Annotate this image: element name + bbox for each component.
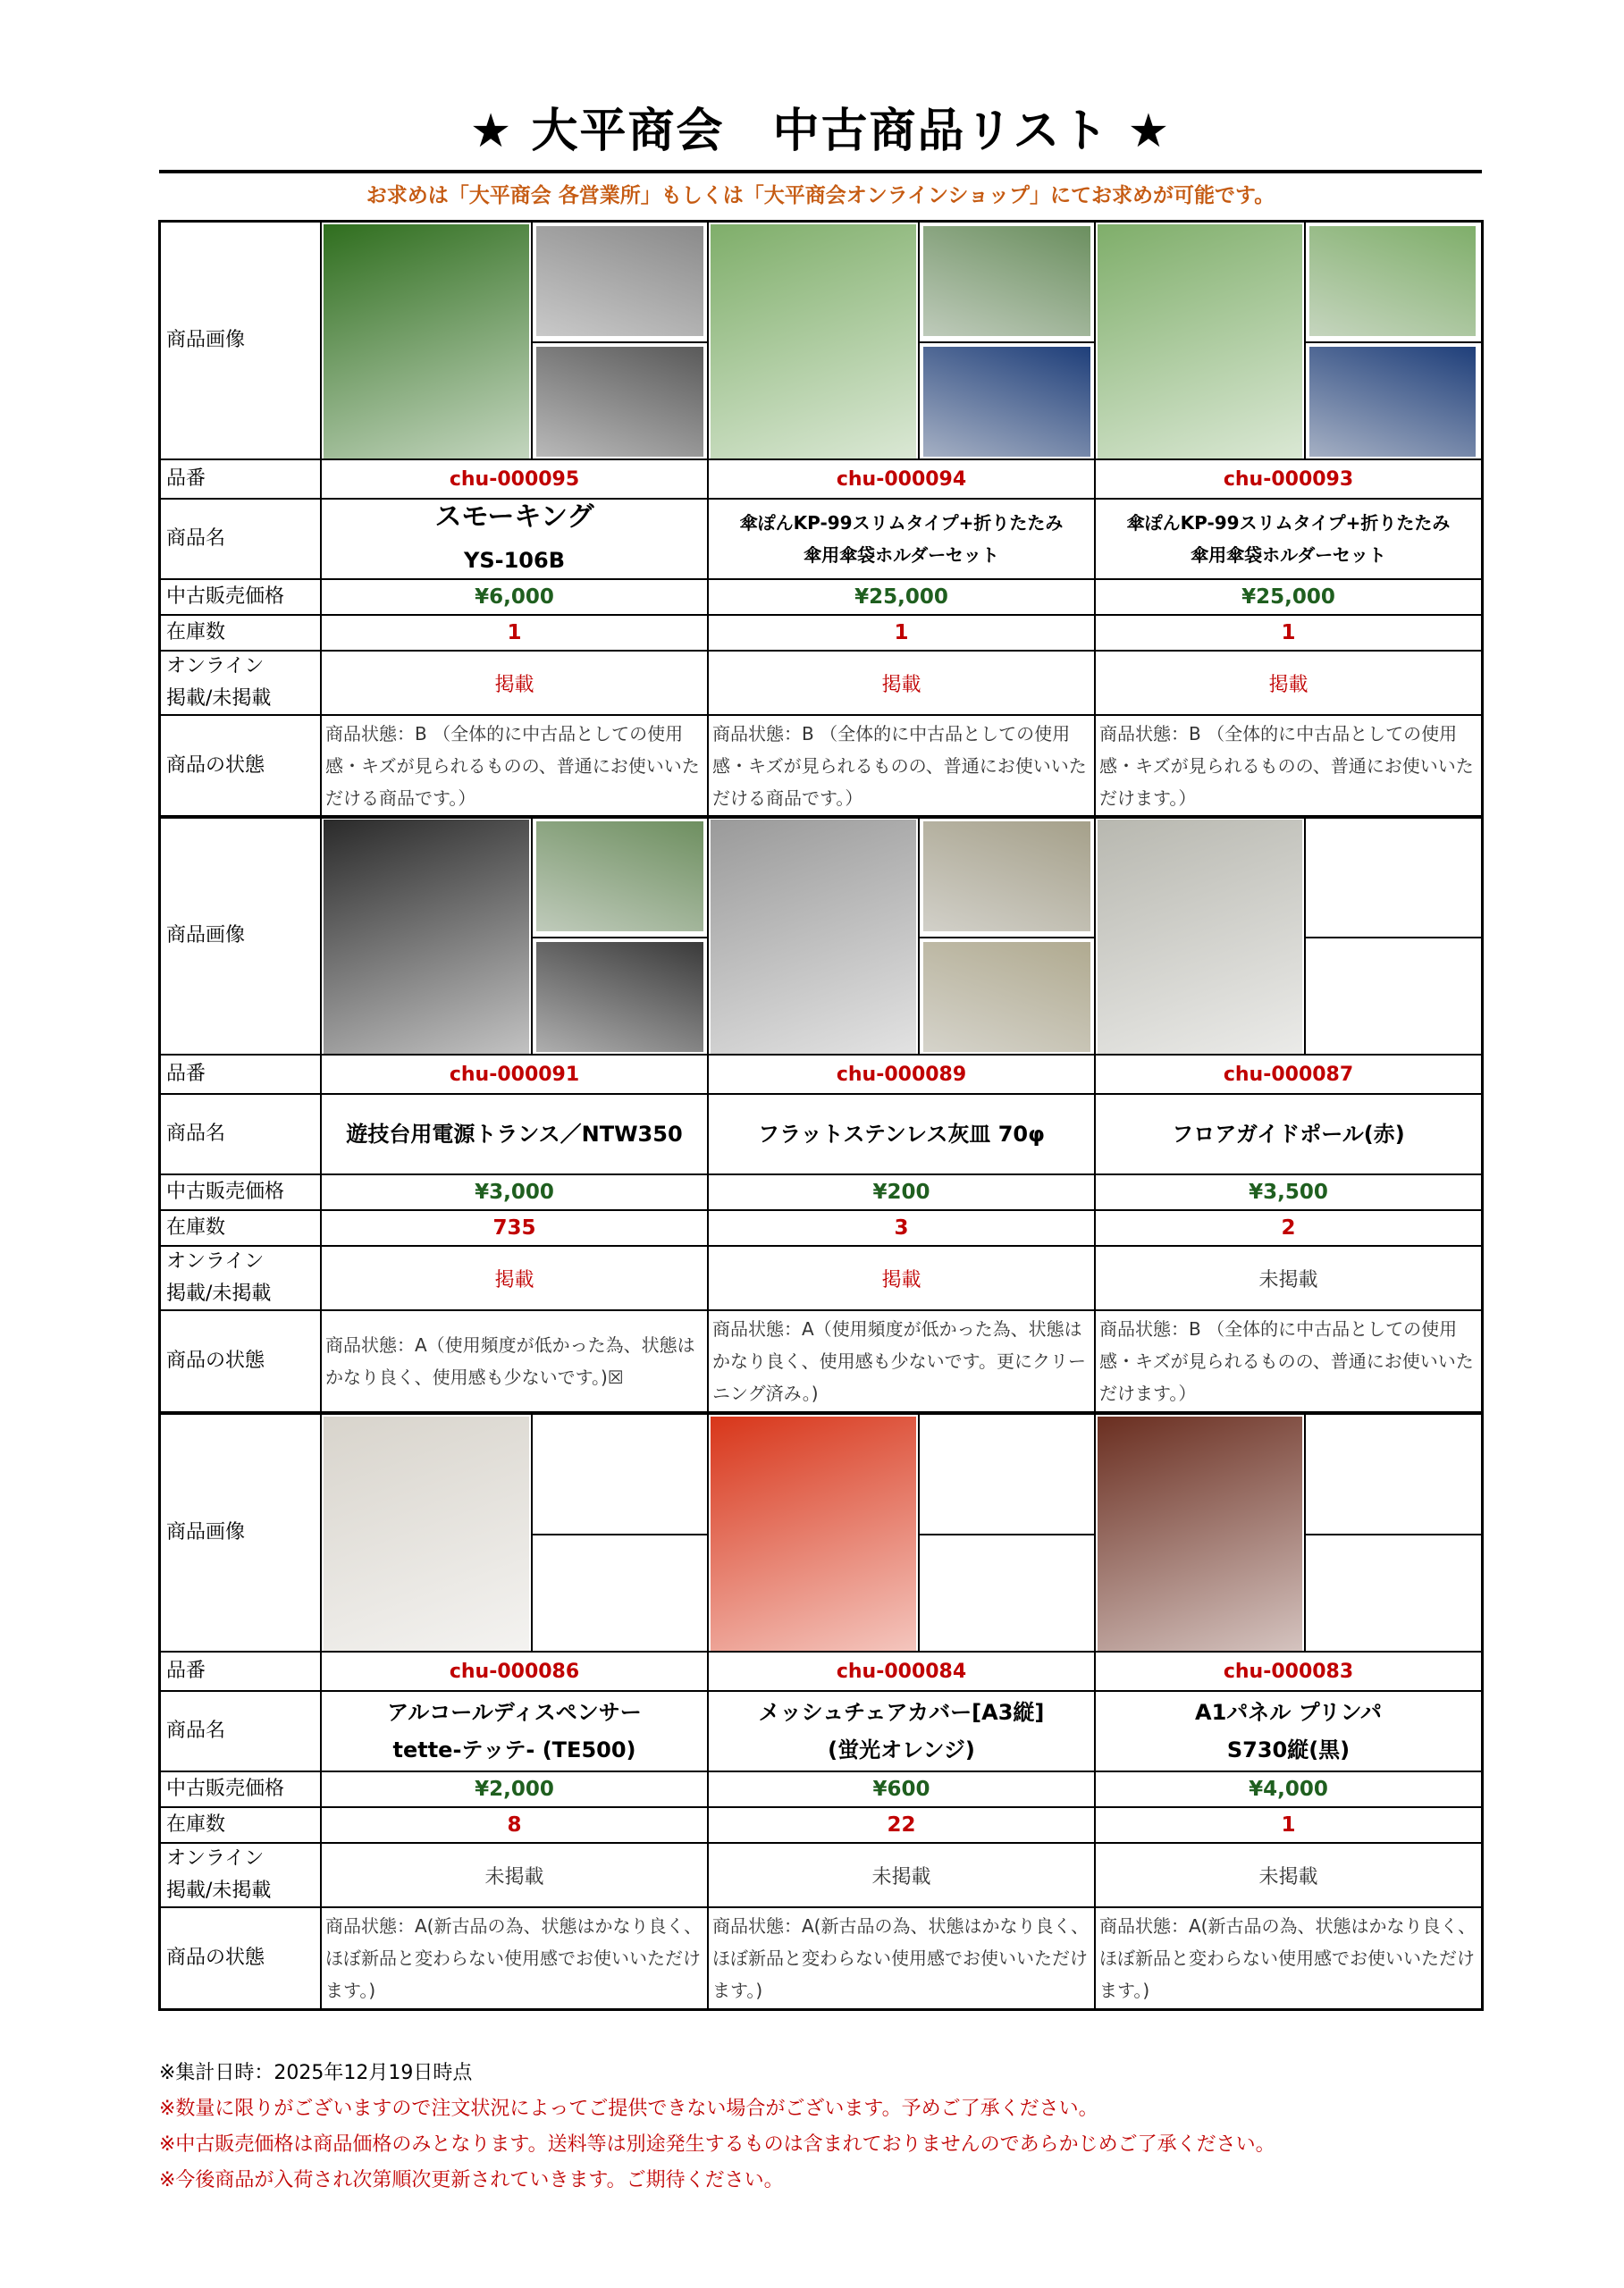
- product-price: ¥200: [709, 1175, 1096, 1209]
- product-photo-sub-bottom: [923, 942, 1090, 1052]
- product-image-cell: [1096, 1415, 1481, 1651]
- page-title: ★ 大平商会 中古商品リスト ★: [469, 105, 1172, 158]
- product-condition: 商品状態：B （全体的に中古品としての使用感・キズが見られるものの、普通にお使いいただけます。）: [1099, 1318, 1474, 1404]
- condition-label: 商品の状態: [161, 716, 322, 816]
- product-name-line2: (蛍光オレンジ): [828, 1737, 975, 1762]
- product-price: ¥25,000: [709, 580, 1096, 614]
- product-photo-main: [711, 224, 916, 458]
- product-name-line1: フロアガイドポール(赤): [1172, 1122, 1405, 1147]
- product-price: ¥3,500: [1249, 1181, 1328, 1204]
- product-photo-sub-top: [536, 226, 703, 336]
- product-price: ¥4,000: [1249, 1778, 1328, 1801]
- product-stock: 8: [322, 1808, 709, 1842]
- code-label: 品番: [161, 1653, 322, 1690]
- product-code: chu-000087: [1223, 1063, 1354, 1086]
- product-price: ¥25,000: [1241, 585, 1335, 609]
- product-name: [1096, 1692, 1481, 1771]
- online-label: [161, 652, 322, 714]
- online-status: 掲載: [709, 1247, 1096, 1309]
- code-row: [161, 460, 1481, 500]
- product-image-cell: [709, 818, 1096, 1054]
- product-condition: 商品状態：B （全体的に中古品としての使用感・キズが見られるものの、普通にお使いいただける商品です。）: [322, 716, 709, 816]
- product-name-line1: スモーキング: [434, 501, 594, 533]
- product-name-line2: tette-テッテ- (TE500): [392, 1737, 636, 1762]
- product-name-line1: フラットステンレス灰皿 70φ: [758, 1122, 1045, 1147]
- product-name-line2: 傘用傘袋ホルダーセット: [1191, 544, 1386, 566]
- product-name-line2: S730縦(黒): [1226, 1737, 1351, 1762]
- product-image-cell: [709, 223, 1096, 458]
- product-photo-main: [324, 224, 529, 458]
- online-status: 掲載: [322, 652, 709, 714]
- product-image-cell: [1096, 818, 1481, 1054]
- name-row: [161, 1692, 1481, 1772]
- product-name-line1: A1パネル プリンパ: [1195, 1700, 1382, 1725]
- stock-label: 在庫数: [161, 1211, 322, 1245]
- product-stock: 1: [1281, 1813, 1296, 1837]
- product-block: [158, 220, 1484, 819]
- product-photo-main: [711, 1417, 916, 1651]
- note-price: ※中古販売価格は商品価格のみとなります。送料等は別途発生するものは含まれておりませんのであらかじめご了承ください。: [159, 2133, 1275, 2156]
- name-label: 商品名: [161, 500, 322, 578]
- price-label: 中古販売価格: [161, 1175, 322, 1209]
- product-photo-main: [1098, 1417, 1302, 1651]
- product-name-line2: 傘用傘袋ホルダーセット: [804, 544, 999, 566]
- product-name-line1: メッシュチェアカバー[A3縦]: [758, 1700, 1045, 1725]
- product-photo-sub-top: [923, 821, 1090, 931]
- product-price: ¥2,000: [322, 1772, 709, 1806]
- note-update: ※今後商品が入荷され次第順次更新されていきます。ご期待ください。: [159, 2169, 784, 2191]
- name-label: 商品名: [161, 1692, 322, 1771]
- image-label: 商品画像: [161, 223, 322, 458]
- product-photo-main: [324, 820, 529, 1054]
- product-name: [709, 1692, 1096, 1771]
- online-status: 掲載: [1268, 673, 1308, 696]
- price-label: 中古販売価格: [161, 1772, 322, 1806]
- product-block: [158, 1412, 1484, 2011]
- product-name: [322, 1095, 709, 1173]
- product-photo-main: [1098, 224, 1302, 458]
- online-label-line1: オンライン: [166, 1847, 265, 1870]
- price-row: [161, 580, 1481, 616]
- condition-row: [161, 1311, 1481, 1411]
- online-status: 掲載: [322, 1247, 709, 1309]
- product-image-cell: [322, 818, 709, 1054]
- photo-divider: [1304, 937, 1481, 938]
- product-code: chu-000093: [1223, 467, 1354, 491]
- product-name-line1: 傘ぽんKP-99スリムタイプ+折りたたみ: [1126, 512, 1451, 534]
- condition-label: 商品の状態: [161, 1908, 322, 2008]
- price-row: [161, 1772, 1481, 1808]
- online-status: 未掲載: [322, 1844, 709, 1906]
- product-photo-sub-top: [923, 226, 1090, 336]
- photo-divider: [531, 1534, 709, 1535]
- product-photo-sub-bottom: [923, 347, 1090, 457]
- product-stock: 2: [1281, 1216, 1296, 1240]
- online-status: 掲載: [709, 652, 1096, 714]
- code-label: 品番: [161, 460, 322, 498]
- product-image-cell: [709, 1415, 1096, 1651]
- product-condition: 商品状態：A(新古品の為、状態はかなり良く、ほぼ新品と変わらない使用感でお使いいただけます。): [1099, 1915, 1477, 2001]
- product-stock: 1: [709, 616, 1096, 650]
- page-subtitle: お求めは「大平商会 各営業所」もしくは「大平商会オンラインショップ」にてお求めが可能です。: [366, 184, 1275, 207]
- code-label: 品番: [161, 1056, 322, 1093]
- note-quantity: ※数量に限りがございますので注文状況によってご提供できない場合がございます。予めご了承ください。: [159, 2098, 1098, 2120]
- product-image-cell: [322, 1415, 709, 1651]
- product-name-line1: アルコールディスペンサー: [387, 1700, 642, 1725]
- condition-label: 商品の状態: [161, 1311, 322, 1411]
- product-code: chu-000094: [709, 460, 1096, 498]
- online-status: 未掲載: [709, 1844, 1096, 1906]
- image-label: 商品画像: [161, 1415, 322, 1651]
- notes: [159, 2056, 1482, 2199]
- online-row: [161, 1844, 1481, 1908]
- name-row: [161, 1095, 1481, 1175]
- online-label-line1: オンライン: [166, 1250, 265, 1273]
- product-condition: 商品状態：A（使用頻度が低かった為、状態はかなり良く、使用感も少ないです。)☒: [322, 1311, 709, 1411]
- online-row: [161, 1247, 1481, 1311]
- online-status: 未掲載: [1258, 1865, 1318, 1888]
- photo-divider: [918, 341, 1096, 343]
- online-label-line1: オンライン: [166, 655, 265, 677]
- photo-divider: [531, 937, 709, 938]
- condition-row: [161, 1908, 1481, 2008]
- product-condition: 商品状態：A（使用頻度が低かった為、状態はかなり良く、使用感も少ないです。更にクリーニング済み。): [709, 1311, 1096, 1411]
- stock-row: [161, 616, 1481, 652]
- product-condition: 商品状態：A(新古品の為、状態はかなり良く、ほぼ新品と変わらない使用感でお使いいただけます。): [322, 1908, 709, 2008]
- code-row: [161, 1653, 1481, 1692]
- online-label-line2: 掲載/未掲載: [166, 1283, 272, 1305]
- photo-divider: [918, 1534, 1096, 1535]
- product-stock: 3: [709, 1211, 1096, 1245]
- product-block: [158, 815, 1484, 1414]
- name-label: 商品名: [161, 1095, 322, 1173]
- stock-row: [161, 1211, 1481, 1247]
- name-row: [161, 500, 1481, 580]
- image-label: 商品画像: [161, 818, 322, 1054]
- product-stock: 1: [322, 616, 709, 650]
- product-name-line2: YS-106B: [463, 548, 565, 573]
- product-image-cell: [322, 223, 709, 458]
- photo-divider: [1304, 1534, 1481, 1535]
- product-price: ¥600: [709, 1772, 1096, 1806]
- product-image-cell: [1096, 223, 1481, 458]
- product-name: [1096, 1095, 1481, 1173]
- product-photo-main: [324, 1417, 529, 1651]
- product-stock: 1: [1281, 621, 1296, 644]
- online-row: [161, 652, 1481, 716]
- stock-label: 在庫数: [161, 1808, 322, 1842]
- photo-divider: [918, 937, 1096, 938]
- product-name: [709, 1095, 1096, 1173]
- product-code: chu-000086: [322, 1653, 709, 1690]
- product-photo-sub-top: [1309, 226, 1476, 336]
- product-photo-main: [1098, 820, 1302, 1054]
- product-stock: 22: [709, 1808, 1096, 1842]
- product-code: chu-000083: [1223, 1660, 1354, 1683]
- product-stock: 735: [322, 1211, 709, 1245]
- product-photo-sub-bottom: [536, 942, 703, 1052]
- photo-divider: [1304, 341, 1481, 343]
- product-code: chu-000084: [709, 1653, 1096, 1690]
- product-photo-sub-bottom: [536, 347, 703, 457]
- image-row: [161, 223, 1481, 460]
- product-price: ¥6,000: [322, 580, 709, 614]
- image-row: [161, 818, 1481, 1056]
- product-photo-sub-bottom: [1309, 347, 1476, 457]
- note-date: ※集計日時：2025年12月19日時点: [159, 2062, 473, 2084]
- stock-label: 在庫数: [161, 616, 322, 650]
- product-name-line1: 傘ぽんKP-99スリムタイプ+折りたたみ: [739, 512, 1064, 534]
- product-name: [1096, 500, 1481, 578]
- code-row: [161, 1056, 1481, 1095]
- product-name: [322, 500, 709, 578]
- stock-row: [161, 1808, 1481, 1844]
- online-label: [161, 1844, 322, 1906]
- product-name: [709, 500, 1096, 578]
- online-label-line2: 掲載/未掲載: [166, 1880, 272, 1902]
- online-status: 未掲載: [1258, 1268, 1318, 1291]
- title-divider: [159, 170, 1482, 173]
- product-code: chu-000089: [709, 1056, 1096, 1093]
- product-name-line1: 遊技台用電源トランス／NTW350: [346, 1122, 683, 1147]
- price-row: [161, 1175, 1481, 1211]
- online-label: [161, 1247, 322, 1309]
- product-price: ¥3,000: [322, 1175, 709, 1209]
- product-code: chu-000091: [322, 1056, 709, 1093]
- condition-row: [161, 716, 1481, 816]
- product-photo-sub-top: [536, 821, 703, 931]
- product-condition: 商品状態：B （全体的に中古品としての使用感・キズが見られるものの、普通にお使いいただける商品です。）: [709, 716, 1096, 816]
- product-name: [322, 1692, 709, 1771]
- product-condition: 商品状態：A(新古品の為、状態はかなり良く、ほぼ新品と変わらない使用感でお使いいただけます。): [709, 1908, 1096, 2008]
- image-row: [161, 1415, 1481, 1653]
- product-code: chu-000095: [322, 460, 709, 498]
- photo-divider: [531, 341, 709, 343]
- product-photo-main: [711, 820, 916, 1054]
- price-label: 中古販売価格: [161, 580, 322, 614]
- online-label-line2: 掲載/未掲載: [166, 687, 272, 710]
- product-condition: 商品状態：B （全体的に中古品としての使用感・キズが見られるものの、普通にお使いいただけます。）: [1099, 723, 1474, 809]
